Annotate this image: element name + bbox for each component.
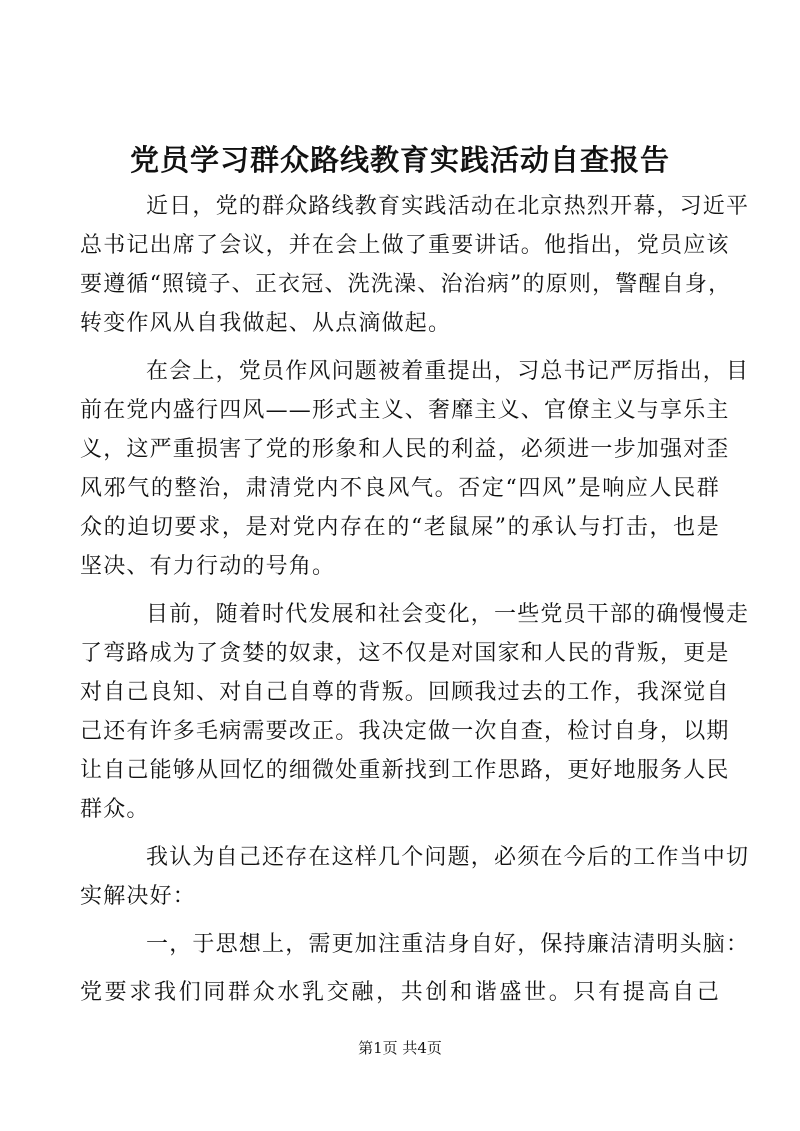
text-line: 转变作风从自我做起、从点滴做起。 [80, 311, 452, 336]
document-title: 党员学习群众路线教育实践活动自查报告 [129, 143, 670, 177]
text-line: 总书记出席了会议，并在会上做了重要讲话。他指出，党员应该 [80, 233, 730, 258]
text-line: 对自己良知、对自己自尊的背叛。回顾我过去的工作，我深觉自 [80, 680, 730, 705]
text-line: 群众。 [80, 797, 150, 822]
paragraph [80, 595, 750, 829]
text-line: 在会上，党员作风问题被着重提出，习总书记严厉指出，目 [146, 359, 750, 384]
text-line: 一，于思想上，需更加注重洁身自好，保持廉洁清明头脑： [146, 932, 750, 957]
paragraph [80, 187, 750, 343]
paragraph [80, 973, 720, 1012]
paragraph [80, 352, 750, 586]
text-line: 要遵循“照镜子、正衣冠、洗洗澡、治治病”的原则，警醒自身， [80, 272, 732, 297]
text-line: 坚决、有力行动的号角。 [80, 554, 336, 579]
text-line: 己还有许多毛病需要改正。我决定做一次自查，检讨自身，以期 [80, 719, 730, 744]
text-line: 了弯路成为了贪婪的奴隶，这不仅是对国家和人民的背叛，更是 [80, 641, 730, 666]
text-line: 党要求我们同群众水乳交融，共创和谐盛世。只有提高自己 [80, 980, 720, 1005]
text-line: 实解决好： [80, 884, 197, 909]
text-line: 前在党内盛行四风——形式主义、奢靡主义、官僚主义与享乐主 [80, 398, 730, 423]
text-line: 让自己能够从回忆的细微处重新找到工作思路，更好地服务人民 [80, 758, 730, 783]
text-line: 义，这严重损害了党的形象和人民的利益，必须进一步加强对歪 [80, 437, 730, 462]
document-body [80, 187, 750, 1012]
text-line: 风邪气的整治，肃清党内不良风气。否定“四风”是响应人民群 [80, 476, 720, 501]
page-footer: 第1页 共4页 [358, 1039, 442, 1057]
text-line: 众的迫切要求，是对党内存在的“老鼠屎”的承认与打击，也是 [80, 515, 720, 540]
text-line: 目前，随着时代发展和社会变化，一些党员干部的确慢慢走 [146, 602, 750, 627]
paragraph [80, 925, 750, 964]
text-line: 近日，党的群众路线教育实践活动在北京热烈开幕，习近平 [146, 194, 750, 219]
text-line: 我认为自己还存在这样几个问题，必须在今后的工作当中切 [146, 845, 750, 870]
paragraph [80, 838, 750, 916]
